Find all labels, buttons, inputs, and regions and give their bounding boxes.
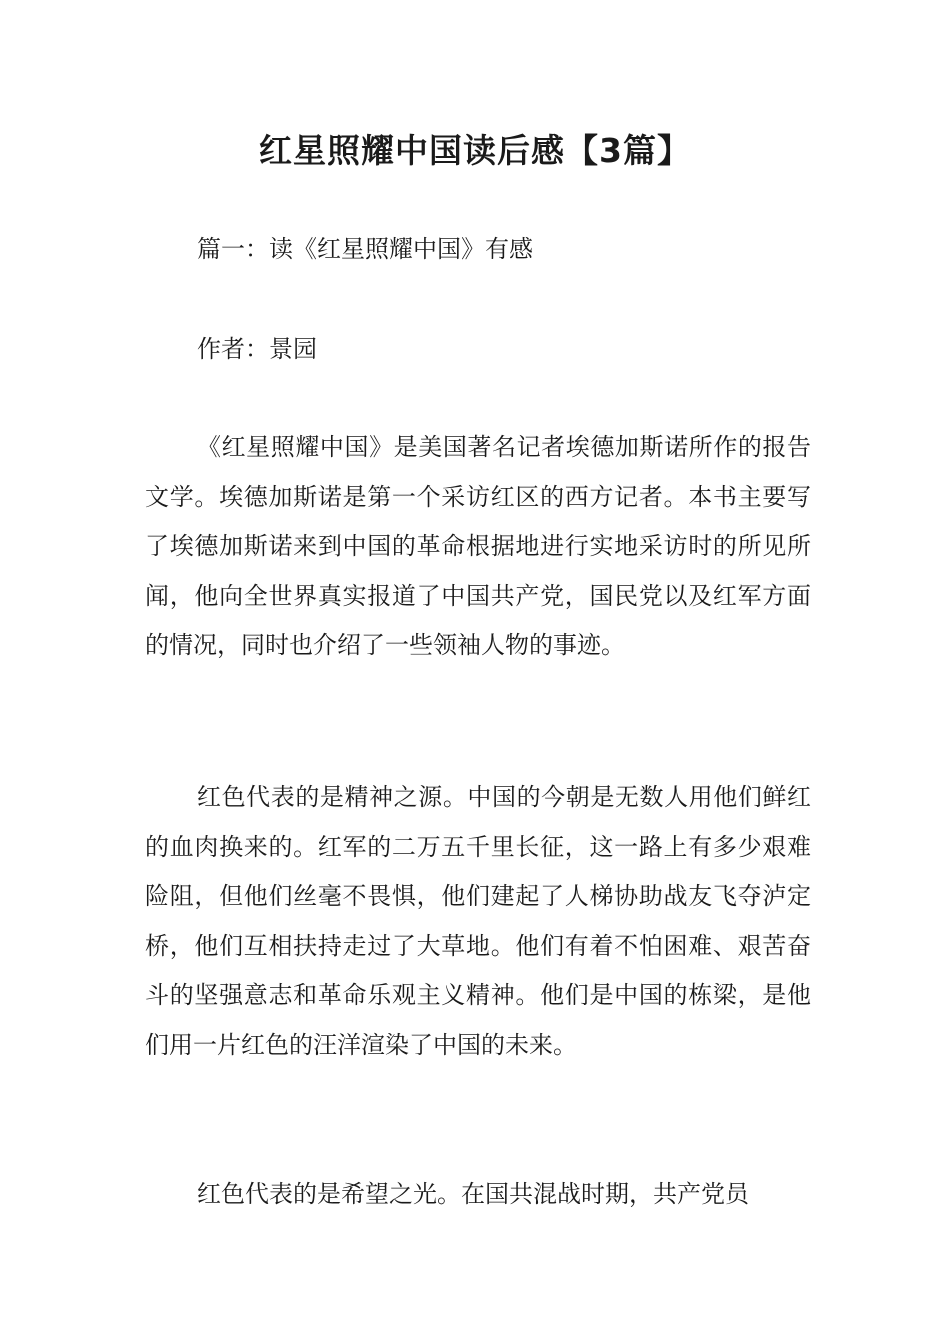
body-paragraph-2: 红色代表的是精神之源。中国的今朝是无数人用他们鲜红的血肉换来的。红军的二万五千里长征，这一路上有多少艰难险阻，但他们丝毫不畏惧，他们建起了人梯协助战友飞夺泸定桥，他们互相扶持走过了大草地。他们有着不怕困难、艰苦奋斗的坚强意志和革命乐观主义精神。他们是中国的栋梁，是他们用一片红色的汪洋渲染了中国的未来。 xyxy=(145,783,811,1059)
section-heading: 篇一：读《红星照耀中国》有感 xyxy=(197,235,533,263)
body-paragraph-1: 《红星照耀中国》是美国著名记者埃德加斯诺所作的报告文学。埃德加斯诺是第一个采访红区的西方记者。本书主要写了埃德加斯诺来到中国的革命根据地进行实地采访时的所见所闻，他向全世界真实报道了中国共产党，国民党以及红军方面的情况，同时也介绍了一些领袖人物的事迹。 xyxy=(145,433,811,659)
document-title: 红星照耀中国读后感【3篇】 xyxy=(259,131,691,170)
body-paragraph-3: 红色代表的是希望之光。在国共混战时期，共产党员 xyxy=(197,1180,749,1208)
author-line: 作者：景园 xyxy=(197,335,317,363)
